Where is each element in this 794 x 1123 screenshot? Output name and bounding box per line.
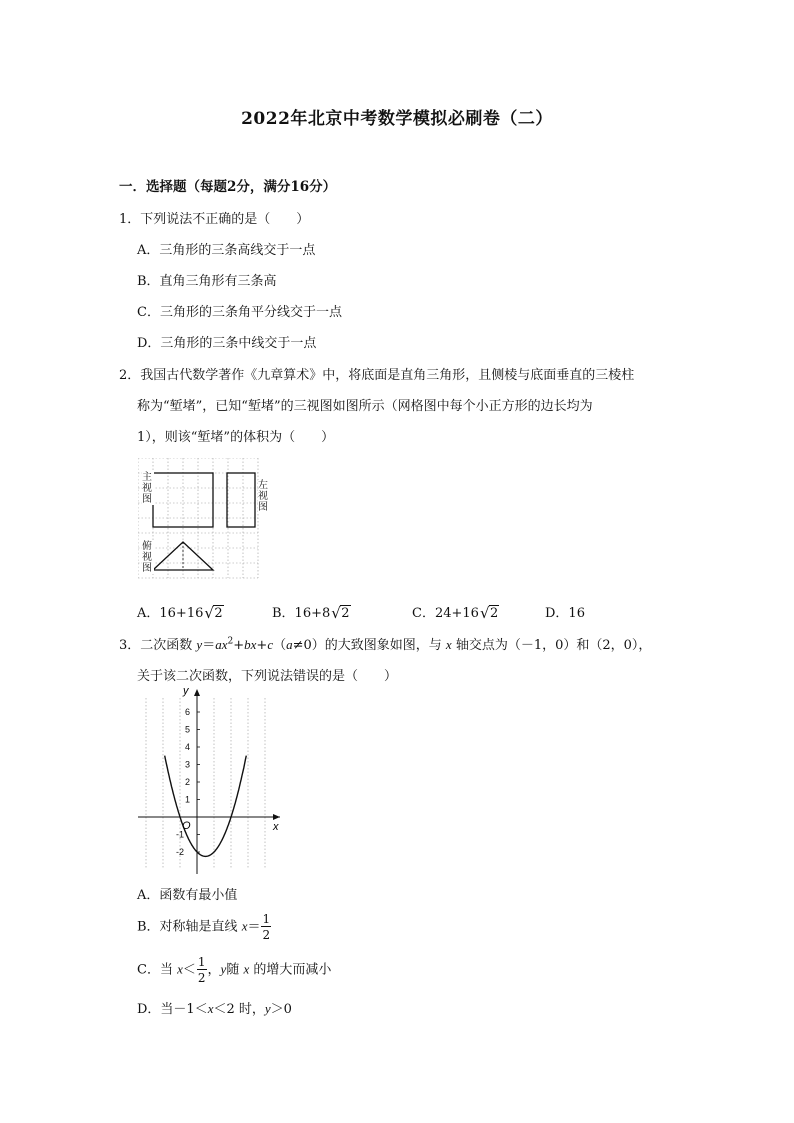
question-3-line-2: 关于该二次函数，下列说法错误的是（ ） (137, 669, 398, 684)
paren-open: （ (273, 638, 287, 653)
x-axis-label: x (273, 821, 279, 833)
q3-option-b (137, 913, 272, 941)
numerator: 1 (262, 912, 271, 926)
q2-option-b-prefix: B．16+8 (272, 606, 331, 621)
equals-sign: ＝ (202, 638, 216, 653)
origin-label: O (182, 820, 191, 832)
q3-suffix: 轴交点为（－1，0）和（2，0）， (451, 638, 652, 653)
q1-option-d: D．三角形的三条中线交于一点 (137, 336, 317, 351)
y-axis-label: y (183, 685, 189, 697)
q3-option-c-prefix: C．当 (137, 962, 178, 978)
denominator: 2 (197, 971, 206, 985)
parabola-graph (130, 684, 290, 880)
left-view-rect (227, 473, 255, 527)
var-x: x (241, 918, 248, 934)
sqrt-symbol: √ 2 (204, 604, 223, 622)
y-tick-label: -1 (176, 829, 185, 840)
question-3-line-1 (119, 634, 651, 653)
q2-option-a-radicand: 2 (214, 606, 223, 621)
var-x: x (177, 961, 183, 977)
var-x: x (243, 961, 250, 977)
var-y: y (264, 1001, 271, 1016)
front-view-label: 主视图 (142, 472, 152, 505)
denominator: 2 (262, 928, 271, 942)
q1-option-b: B．直角三角形有三条高 (137, 274, 277, 289)
q3-prefix: 3．二次函数 (119, 638, 197, 653)
q2-option-b (272, 602, 351, 621)
left-view-label: 左视图 (258, 480, 268, 513)
q2-option-a (137, 602, 224, 621)
fraction (197, 956, 207, 984)
condition-text: ≠0）的大致图象如图，与 (292, 638, 446, 653)
section-heading: 一．选择题（每题2分，满分16分） (119, 179, 337, 195)
equals-sign: ＝ (247, 919, 261, 935)
y-axis-arrow (194, 689, 200, 696)
q2-option-c (412, 602, 499, 621)
var-x: x (207, 1001, 214, 1016)
q3-option-d-prefix: D．当－1＜ (137, 1002, 208, 1017)
question-1-stem: 1．下列说法不正确的是（ ） (119, 212, 310, 227)
x-axis-arrow (273, 814, 280, 820)
three-view-figure (138, 458, 278, 588)
question-2-line-3: 1），则该“堑堵”的体积为（ ） (137, 430, 335, 445)
fraction (261, 913, 271, 941)
term-c: c (267, 637, 274, 652)
parabola-curve (165, 756, 247, 857)
plus-sign: + (233, 638, 245, 653)
sqrt-symbol: √ 2 (331, 604, 350, 622)
q2-option-a-prefix: A．16+16 (137, 606, 204, 621)
y-tick-label: 6 (185, 707, 191, 717)
y-tick-label: 4 (185, 742, 191, 752)
q3-option-a: A．函数有最小值 (137, 888, 238, 903)
top-view-label: 俯视图 (142, 541, 152, 574)
var-a: a (286, 637, 293, 652)
less-than-sign: ＜ (182, 962, 196, 978)
exponent: 2 (227, 636, 234, 647)
graph-grid-lines (146, 698, 265, 870)
question-2-line-2: 称为“堑堵”，已知“堑堵”的三视图如图所示（网格图中每个小正方形的边长均为 (137, 399, 593, 414)
text-middle: ＜2 时， (213, 1002, 265, 1017)
term-bx: bx (244, 637, 257, 652)
y-tick-label: 3 (185, 759, 191, 770)
var-x: x (445, 637, 452, 652)
comma: ， (207, 962, 221, 978)
sqrt-symbol: √ 2 (479, 604, 499, 622)
q1-option-c: C．三角形的三条角平分线交于一点 (137, 305, 342, 320)
q2-option-b-radicand: 2 (341, 606, 350, 621)
grid-lines (138, 458, 258, 578)
q1-option-a: A．三角形的三条高线交于一点 (137, 243, 316, 258)
q3-option-c-suffix: 的增大而减小 (249, 962, 332, 978)
q2-option-d: D．16 (545, 606, 585, 621)
y-tick-label: 2 (185, 777, 191, 787)
term-ax: ax (215, 637, 228, 652)
q2-option-c-radicand: 2 (489, 606, 499, 621)
y-tick-label: -2 (176, 847, 185, 857)
text-with: 随 (226, 962, 244, 978)
q3-option-d (137, 998, 292, 1017)
q3-option-c (137, 956, 331, 984)
q3-option-d-suffix: ＞0 (270, 1002, 292, 1017)
plus-sign: + (256, 638, 268, 653)
var-y: y (196, 637, 203, 652)
var-y: y (220, 961, 227, 977)
q2-option-c-prefix: C．24+16 (412, 606, 479, 621)
page-title: 2022年北京中考数学模拟必刷卷（二） (241, 109, 553, 129)
q3-option-b-prefix: B．对称轴是直线 (137, 919, 242, 935)
y-tick-labels (176, 707, 200, 857)
question-2-line-1: 2．我国古代数学著作《九章算术》中，将底面是直角三角形，且侧棱与底面垂直的三棱柱 (119, 368, 635, 383)
numerator: 1 (197, 955, 206, 969)
y-tick-label: 1 (185, 794, 191, 805)
y-tick-label: 5 (185, 724, 191, 735)
